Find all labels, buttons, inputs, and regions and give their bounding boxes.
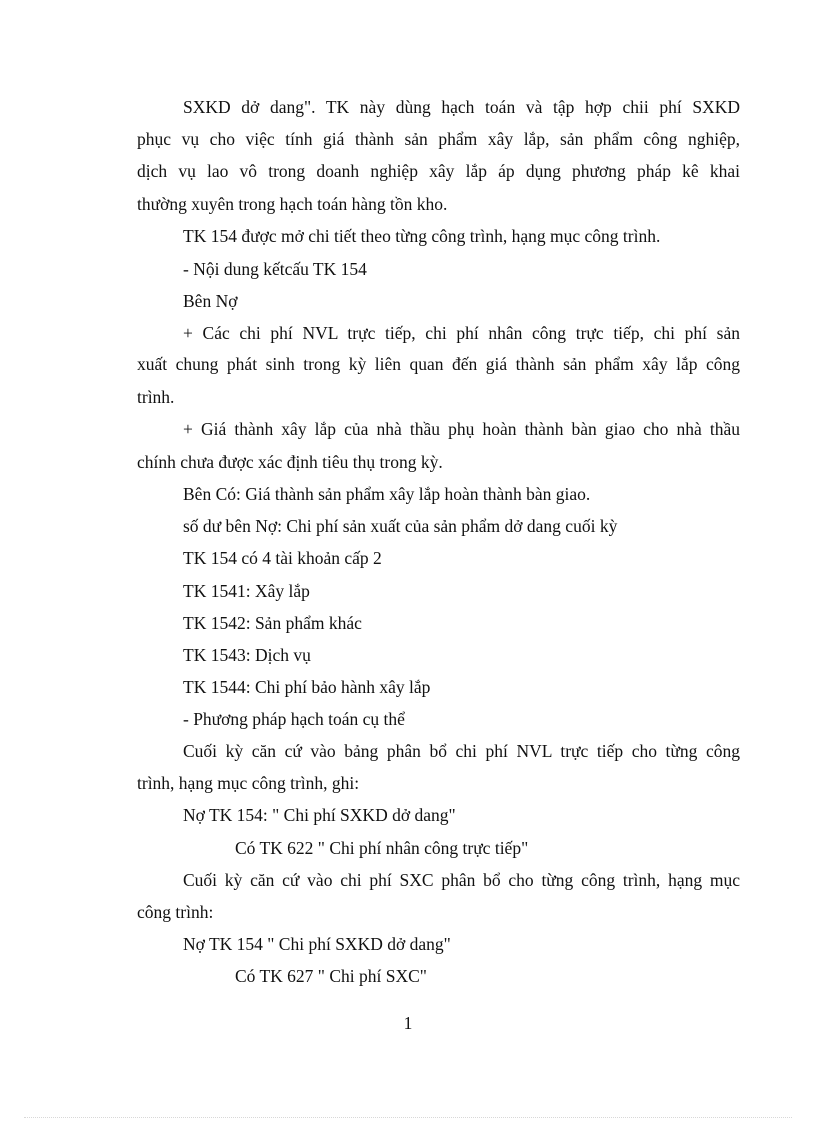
text-line: số dư bên Nợ: Chi phí sản xuất của sản phẩm dở dang cuối kỳ <box>183 516 618 536</box>
text-line: công trình: <box>137 902 214 922</box>
text-line: Bên Có: Giá thành sản phẩm xây lắp hoàn thành bàn giao. <box>183 484 591 504</box>
text-line: TK 1542: Sản phẩm khác <box>183 613 362 633</box>
text-line: Cuối kỳ căn cứ vào chi phí SXC phân bổ cho từng công trình, hạng mục <box>183 870 740 890</box>
footer-divider <box>24 1117 792 1118</box>
text-line: TK 154 được mở chi tiết theo từng công trình, hạng mục công trình. <box>183 226 661 246</box>
text-line: + Giá thành xây lắp của nhà thầu phụ hoàn thành bàn giao cho nhà thầu <box>183 419 740 439</box>
text-line: chính chưa được xác định tiêu thụ trong kỳ. <box>137 452 443 472</box>
text-line: dịch vụ lao vô trong doanh nghiệp xây lắp áp dụng phương pháp kê khai <box>137 161 740 181</box>
text-line: Cuối kỳ căn cứ vào bảng phân bổ chi phí NVL trực tiếp cho từng công <box>183 741 740 761</box>
text-line: - Nội dung kếtcấu TK 154 <box>183 259 367 279</box>
text-line: xuất chung phát sinh trong kỳ liên quan đến giá thành sản phẩm xây lắp công <box>137 354 740 374</box>
text-line: TK 1544: Chi phí bảo hành xây lắp <box>183 677 431 697</box>
text-line: Có TK 627 " Chi phí SXC" <box>235 966 427 986</box>
text-line: + Các chi phí NVL trực tiếp, chi phí nhân công trực tiếp, chi phí sản <box>183 323 740 343</box>
page-number: 1 <box>403 1013 413 1033</box>
text-line: Nợ TK 154: " Chi phí SXKD dở dang" <box>183 805 456 825</box>
text-line: TK 154 có 4 tài khoản cấp 2 <box>183 548 382 568</box>
text-line: Nợ TK 154 " Chi phí SXKD dở dang" <box>183 934 451 954</box>
text-line: phục vụ cho việc tính giá thành sản phẩm xây lắp, sản phẩm công nghiệp, <box>137 129 740 149</box>
text-line: - Phương pháp hạch toán cụ thể <box>183 709 405 729</box>
text-line: TK 1543: Dịch vụ <box>183 645 311 665</box>
text-line: Có TK 622 " Chi phí nhân công trực tiếp" <box>235 838 529 858</box>
text-line: Bên Nợ <box>183 291 238 311</box>
text-line: thường xuyên trong hạch toán hàng tồn kho. <box>137 194 448 214</box>
text-line: TK 1541: Xây lắp <box>183 581 310 601</box>
text-line: trình. <box>137 387 175 407</box>
text-line: SXKD dở dang". TK này dùng hạch toán và tập hợp chii phí SXKD <box>183 97 740 117</box>
text-line: trình, hạng mục công trình, ghi: <box>137 773 360 793</box>
